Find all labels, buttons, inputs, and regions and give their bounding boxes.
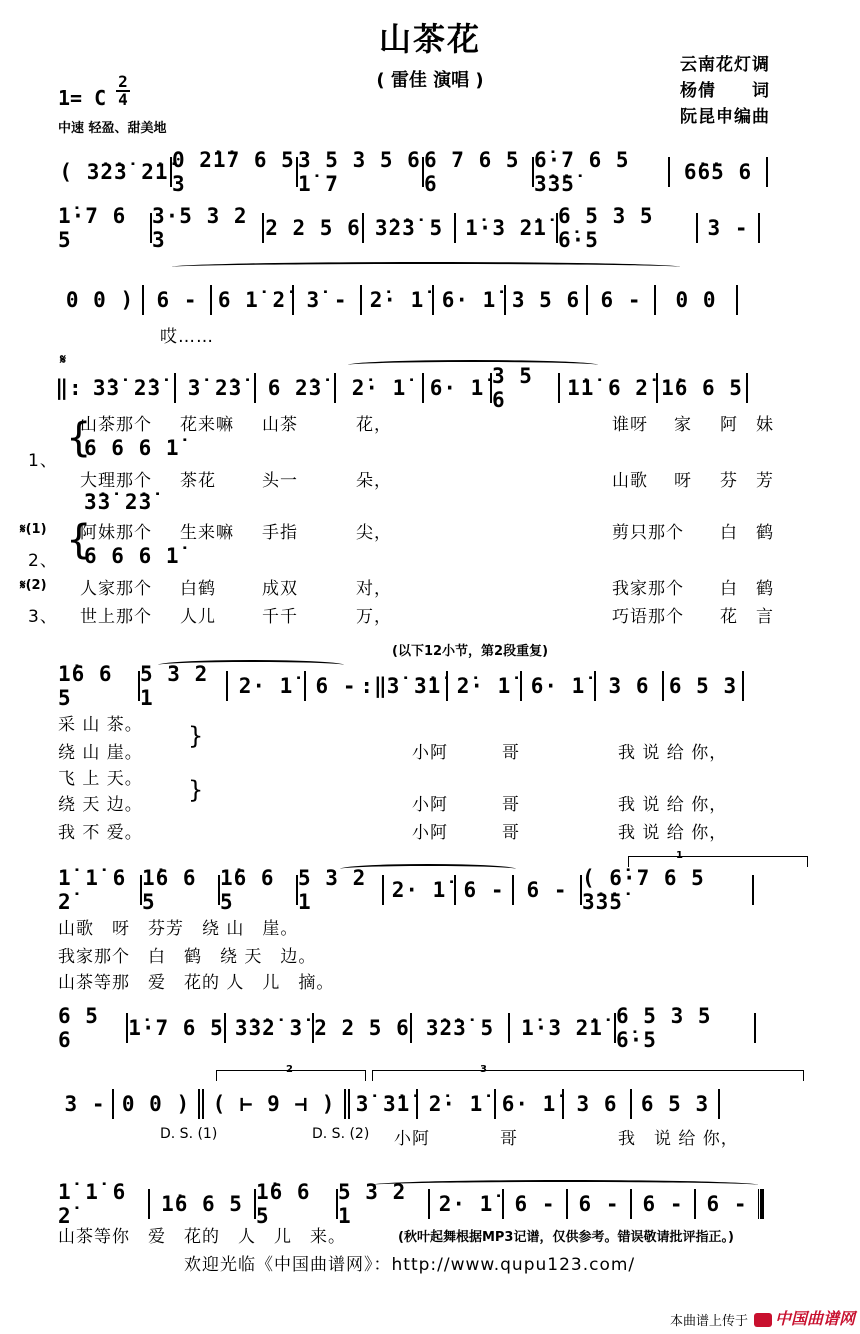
lyric: 巧语那个 <box>612 607 684 627</box>
lyric: 头一 <box>262 471 298 491</box>
lyric: 对， <box>356 579 392 599</box>
measure: 3̇3̇2̇ 3̇ <box>234 1016 304 1040</box>
lyric: 白 <box>720 523 738 543</box>
measure: 6· 1̇ <box>429 376 485 400</box>
lyric-line: 我家那个 白 鹤 绕 天 边。 <box>58 947 317 967</box>
logo-icon <box>754 1313 772 1327</box>
staff-row-2 <box>58 206 812 250</box>
final-barline <box>758 1189 764 1219</box>
lyric: 芳 <box>756 471 774 491</box>
lyric: 千千 <box>262 607 298 627</box>
repeat-start: ‖: <box>55 376 83 400</box>
lyric: 我 说 给 你， <box>618 1129 739 1149</box>
lyric: 小阿 哥 <box>412 743 520 763</box>
staff-row-9 <box>58 1182 812 1226</box>
lyric: 飞 上 天。 <box>58 769 143 789</box>
measure: 3 6 <box>576 1092 618 1116</box>
barline <box>766 157 768 187</box>
staff-row-4 <box>55 364 812 412</box>
measure: 1̇·3 2̇1̇ <box>465 216 547 240</box>
measure: 6̇6̇5 6 <box>683 160 753 184</box>
credit-lyricist: 杨倩 词 <box>680 81 770 101</box>
barline <box>746 373 748 403</box>
measure: 3 - <box>707 216 749 240</box>
upload-note: 本曲谱上传于 <box>670 1314 749 1329</box>
lyric: 谁呀 <box>612 415 648 435</box>
volta-label: 3 <box>480 1064 487 1075</box>
lyric: 万， <box>356 607 392 627</box>
lyric: 茶花 <box>180 471 216 491</box>
lyric: 山歌 <box>612 471 648 491</box>
staff-row-1 <box>58 150 812 194</box>
staff-row-3 <box>58 278 812 322</box>
song-title: 山茶花 <box>378 20 481 58</box>
lyric: 小阿 哥 <box>412 823 520 843</box>
lyric: 生来嘛 <box>180 523 234 543</box>
time-top: 2 <box>118 72 128 91</box>
measure: 6 5 3 5 6̇·5 <box>558 204 654 252</box>
ds-2-marker: D. S. (2) <box>312 1126 370 1142</box>
measure: 3 6 <box>608 674 650 698</box>
measure: 3̇2̇3̇ 5 <box>425 1016 495 1040</box>
lyric: 朵， <box>356 471 392 491</box>
alt-notes: 6 6 6 1̇ <box>84 544 180 568</box>
lyric-line: 山茶等那 爱 花的 人 儿 摘。 <box>58 973 335 993</box>
measure: 6 - <box>463 878 505 902</box>
time-bottom: 4 <box>118 90 128 109</box>
measure: 2· 1̇ <box>238 674 294 698</box>
lyric: 人家那个 <box>80 579 152 599</box>
measure: 1̇6 6 5 <box>661 376 743 400</box>
measure: 1̇ 1̇ 6 2̇ <box>58 1180 127 1228</box>
brace: { <box>66 517 93 563</box>
measure: 2· 1̇ <box>438 1192 494 1216</box>
segno-sign: 𝄋 <box>60 352 67 368</box>
lyric: 大理那个 <box>80 471 152 491</box>
measure: 6 5 3 5 6̇·5 <box>616 1004 712 1052</box>
lyric: 我 不 爱。 <box>58 823 143 843</box>
lyric: 阿 <box>720 415 738 435</box>
verse-number: 1、 <box>28 451 58 471</box>
lyric: 小阿 <box>394 1129 430 1149</box>
lyric: 世上那个 <box>80 607 152 627</box>
staff-row-5 <box>58 664 812 708</box>
measure: 6 - <box>156 288 198 312</box>
measure: 3̇ - <box>306 288 348 312</box>
measure: 0 0 <box>675 288 717 312</box>
barline <box>742 671 744 701</box>
lyric: 妹 <box>756 415 774 435</box>
credit-source: 云南花灯调 <box>680 55 770 75</box>
measure: 0 0 ) <box>65 288 135 312</box>
volta-label: 2 <box>286 1064 293 1075</box>
transcriber-note: (秋叶起舞根据MP3记谱，仅供参考。错误敬请批评指正。) <box>398 1230 734 1245</box>
brace-close: } <box>188 722 205 750</box>
measure: 6 - <box>578 1192 620 1216</box>
lyric: 山茶那个 <box>80 415 152 435</box>
measure: 6· 1̇ <box>441 288 497 312</box>
lyric: 花来嘛 <box>180 415 234 435</box>
lyric: 成双 <box>262 579 298 599</box>
lyric: 绕 山 崖。 <box>58 743 143 763</box>
measure: 3·5 3 2 3 <box>152 204 248 252</box>
lyric: 鹤 <box>756 579 774 599</box>
volta-bracket-3 <box>372 1070 804 1081</box>
measure: 6 2̇3̇ <box>267 376 323 400</box>
measure: 2̇· 1̇ <box>428 1092 484 1116</box>
measure: 6· 1̇ <box>501 1092 557 1116</box>
segno-2-label: 𝄋(2) <box>20 578 47 593</box>
measure: 2̇· 1̇ <box>351 376 407 400</box>
lyric: 阿妹那个 <box>80 523 152 543</box>
measure: 6· 1̇ <box>530 674 586 698</box>
lyric: 芬 <box>720 471 738 491</box>
measure: 6 - <box>706 1192 748 1216</box>
measure: 1̇6 6 5 <box>58 662 113 710</box>
lyric: 白鹤 <box>180 579 216 599</box>
measure: 5 3 2 1 <box>298 866 367 914</box>
repeat-end: :‖ <box>360 674 388 698</box>
lyric: 花， <box>356 415 392 435</box>
tempo-marking: 中速 轻盈、甜美地 <box>58 121 167 136</box>
measure: 3̇ 3̇1̇ <box>355 1092 411 1116</box>
lyric: 尖， <box>356 523 392 543</box>
lyric: 手指 <box>262 523 298 543</box>
measure: 6 - <box>514 1192 556 1216</box>
measure: 6 - <box>600 288 642 312</box>
measure: 1̇·7 6 5 <box>128 1016 224 1040</box>
measure: 1̇6 6 5 <box>142 866 197 914</box>
performer-credit: ( 雷佳 演唱 ) <box>376 70 484 91</box>
lyric: 山茶 <box>262 415 298 435</box>
site-logo <box>754 1306 855 1329</box>
measure: 6̇·7 6 5 3̇3̇5̇ <box>534 148 630 196</box>
measure: 5 3 2 1 <box>338 1180 407 1228</box>
measure: 2 2 5 6 <box>314 1016 410 1040</box>
measure: ( 6̇·7 6 5 3̇3̇5̇ <box>582 866 705 914</box>
measure: 3 5 6 <box>511 288 581 312</box>
measure: 3̇ 3̇1̇ <box>386 674 442 698</box>
measure: 6 1̇ 2̇ <box>217 288 287 312</box>
verse-number: 2、 <box>28 551 58 571</box>
lyric: 我家那个 <box>612 579 684 599</box>
credit-arranger: 阮昆申编曲 <box>680 107 770 127</box>
measure: 6 5 6 <box>58 1004 99 1052</box>
measure: 1̇1̇ 6 2̇ <box>567 376 649 400</box>
measure-rest-9: ( ⊢ 9 ⊣ ) <box>212 1092 336 1116</box>
measure: 1̇6 6 5 <box>256 1180 311 1228</box>
barline <box>754 1013 756 1043</box>
lyric: 鹤 <box>756 523 774 543</box>
barline <box>752 875 754 905</box>
measure: 3 5 3 5 6 1̇ 7 <box>298 148 421 196</box>
repeat-note: (以下12小节，第2段重复) <box>392 644 549 659</box>
lyric: 小阿 哥 <box>412 795 520 815</box>
barline <box>758 213 760 243</box>
measure: 3 - <box>64 1092 106 1116</box>
volta-label: 1 <box>676 850 683 861</box>
measure: 6 - <box>642 1192 684 1216</box>
measure: 0 0 ) <box>121 1092 191 1116</box>
measure: 1̇6 6 5 <box>220 866 275 914</box>
lyric: 剪只那个 <box>612 523 684 543</box>
measure: 3 5 6 <box>492 364 533 412</box>
lyric: 呀 <box>674 471 692 491</box>
staff-row-8 <box>58 1082 812 1126</box>
lyric-line: 山茶等你 爱 花的 人 儿 来。 <box>58 1227 346 1247</box>
barline <box>736 285 738 315</box>
brace-close: } <box>188 776 205 804</box>
measure: 1̇·3 2̇1̇ <box>521 1016 603 1040</box>
measure: 2· 1̇ <box>391 878 447 902</box>
measure: 6 5 3 <box>640 1092 710 1116</box>
measure: 1̇ 1̇ 6 2̇ <box>58 866 127 914</box>
logo-text: 中国曲谱网 <box>775 1309 856 1328</box>
measure: 0 2̇1̇7 6 5 3 <box>172 148 295 196</box>
lyric: 哥 <box>500 1129 518 1149</box>
measure: ( 3̇2̇3̇ 2̇1̇ <box>59 160 169 184</box>
measure: 6 - <box>526 878 568 902</box>
lyric: 我 说 给 你， <box>618 823 728 843</box>
measure: 6 - <box>315 674 357 698</box>
lyric: 言 <box>756 607 774 627</box>
lyric-line: 山歌 呀 芬芳 绕 山 崖。 <box>58 919 299 939</box>
lyric: 人儿 <box>180 607 216 627</box>
site-welcome: 欢迎光临《中国曲谱网》：http://www.qupu123.com/ <box>184 1255 636 1275</box>
lyric: 采 山 茶。 <box>58 715 143 735</box>
measure: 2 2 5 6 <box>265 216 361 240</box>
time-signature <box>116 74 130 108</box>
lyric: 绕 天 边。 <box>58 795 143 815</box>
key-signature: 1= C <box>58 86 107 110</box>
verse-number: 3、 <box>28 607 58 627</box>
measure: 5 3 2 1 <box>140 662 209 710</box>
phrase-slur <box>172 262 680 272</box>
interjection-lyric: 哎…… <box>160 327 214 347</box>
barline <box>718 1089 720 1119</box>
lyric: 白 <box>720 579 738 599</box>
lyric: 花 <box>720 607 738 627</box>
measure: 6 7 6 5 6 <box>424 148 520 196</box>
measure: 2̇· 1̇ <box>456 674 512 698</box>
staff-row-6 <box>58 868 812 912</box>
alt-notes: 3̇3̇ 2̇3̇ <box>84 490 153 514</box>
staff-row-7 <box>58 1006 812 1050</box>
measure: 6 5 3 <box>668 674 738 698</box>
measure: 3̇2̇3̇ 5 <box>374 216 444 240</box>
lyric: 家 <box>674 415 692 435</box>
alt-notes: 6 6 6 1̇ <box>84 436 180 460</box>
measure: 1̇6 6 5 <box>161 1192 243 1216</box>
lyric: 我 说 给 你， <box>618 795 728 815</box>
ds-1-marker: D. S. (1) <box>160 1126 218 1142</box>
segno-1-label: 𝄋(1) <box>20 522 47 537</box>
measure: 3̇3̇ 2̇3̇ <box>92 376 162 400</box>
measure: 3̇ 2̇3̇ <box>187 376 243 400</box>
measure: 2̇· 1̇ <box>369 288 425 312</box>
measure: 1̇·7 6 5 <box>58 204 127 252</box>
brace: { <box>66 415 93 461</box>
lyric: 我 说 给 你， <box>618 743 728 763</box>
